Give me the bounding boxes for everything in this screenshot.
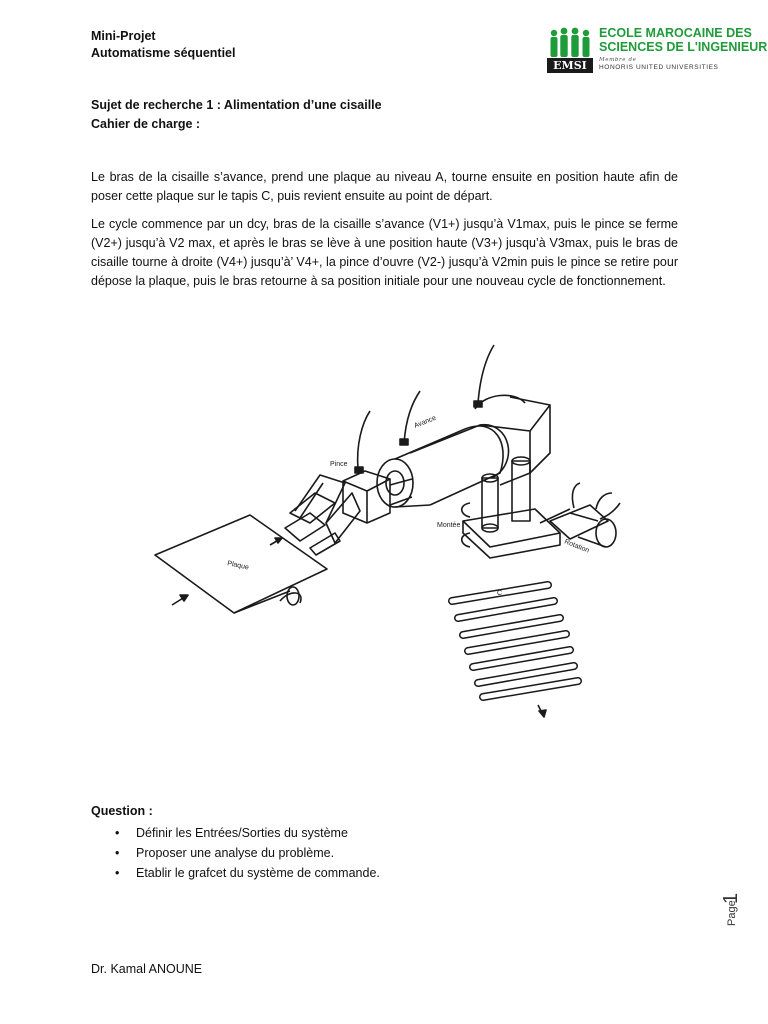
logo-name-line1: ECOLE MAROCAINE DES xyxy=(599,26,752,40)
label-c: C xyxy=(497,590,503,597)
logo-member-text: Membre de xyxy=(599,57,637,63)
logo-network-text: HONORIS UNITED UNIVERSITIES xyxy=(599,64,719,71)
section-titles xyxy=(91,96,382,134)
header-subject: Automatisme séquentiel xyxy=(91,46,236,60)
paragraph-cycle: Le cycle commence par un dcy, bras de la cisaille s’avance (V1+) jusqu’à V1max, puis le pince se ferme (V2+) jusqu’à V2 max, et après le bras se lève à une position haute (V3+) jusqu’à V3max, puis le bras de cisaille tourne à droite (V4+) jusqu’à’ V4+, la pince d’ouvre (V2-) jusqu’à V2min puis le pince se retire pour dépose la plaque, puis le bras retourne à sa position initiale pour une nouveau cycle de fonctionnement. xyxy=(91,217,678,288)
logo-name-line2: SCIENCES DE L'INGENIEUR xyxy=(599,40,768,54)
label-pince: Pince xyxy=(330,461,348,468)
document-header xyxy=(91,28,235,62)
page-number xyxy=(690,882,750,928)
school-logo xyxy=(546,24,768,76)
page-value: 1 xyxy=(720,892,742,904)
page-label: Page xyxy=(726,900,738,926)
question-title: Question : xyxy=(91,804,153,818)
question-item: • Définir les Entrées/Sorties du système xyxy=(91,823,380,843)
footer-author: Dr. Kamal ANOUNE xyxy=(91,962,203,976)
label-plaque: Plaque xyxy=(226,560,250,572)
paragraph-description: Le bras de la cisaille s’avance, prend une plaque au niveau A, tourne ensuite en position haute afin de poser cette plaque sur le tapis C, puis revient ensuite au point de départ. xyxy=(91,170,678,203)
question-item: • Proposer une analyse du problème. xyxy=(91,843,380,863)
logo-network xyxy=(599,57,719,71)
spec-title: Cahier de charge : xyxy=(91,117,201,131)
logo-badge: EMSI xyxy=(553,59,587,72)
shear-feeder-diagram xyxy=(130,333,628,720)
label-rotation: Rotation xyxy=(563,538,591,555)
label-montee: Montée xyxy=(437,522,461,529)
question-list xyxy=(91,823,380,883)
conveyor-rollers xyxy=(452,585,578,697)
label-avance: Avance xyxy=(413,414,438,430)
header-course: Mini-Projet xyxy=(91,29,156,43)
question-item: • Etablir le grafcet du système de commande. xyxy=(91,863,380,883)
research-subject-title: Sujet de recherche 1 : Alimentation d’une cisaille xyxy=(91,98,382,112)
